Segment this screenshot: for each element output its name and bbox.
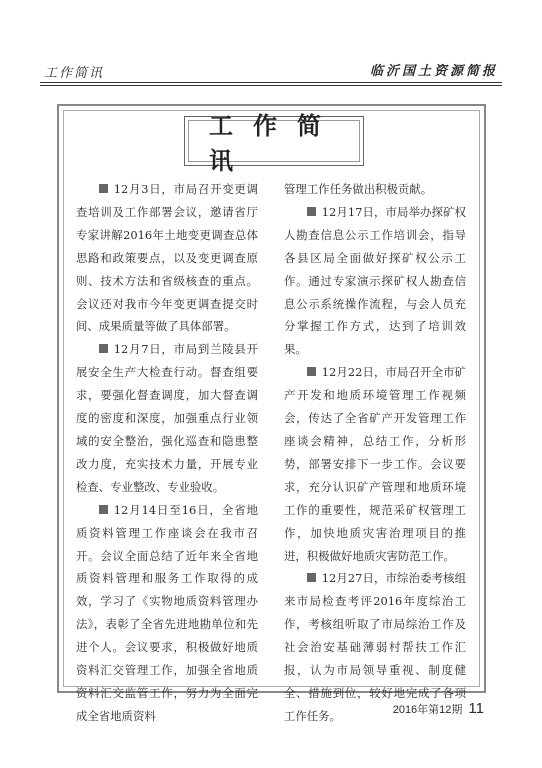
bullet-square-icon — [307, 573, 316, 582]
section-header: 工作简讯 — [44, 66, 105, 81]
header-rule-top — [40, 82, 502, 83]
column-right — [284, 178, 466, 728]
issue-label: 2016年第12期 — [392, 704, 463, 716]
title-box — [184, 111, 364, 175]
article-text: 12月22日，市局召开全市矿产开发和地质环境管理工作视频会，传达了全省矿产开发管理工作座谈会精神，总结工作，分析形势，部署安排下一步工作。会议要求，充分认识矿产管理和地质环境工作的重要性，规范采矿权管理工作，加快地质灾害治理项目的推进，积极做好地质灾害防范工作。 — [284, 365, 466, 563]
article-text: 12月27日，市综治委考核组来市局检查考评2016年度综治工作，考核组听取了市局综治工作及社会治安基础薄弱村帮扶工作汇报，认为市局领导重视、制度健全、措施到位，较好地完成了各项工作任务。 — [284, 571, 466, 723]
bullet-square-icon — [307, 207, 316, 216]
header-rule-bottom — [40, 85, 502, 86]
article-text: 12月14日至16日，全省地质资料管理工作座谈会在我市召开。会议全面总结了近年来全省地质资料管理和服务工作取得的成效，学习了《实物地质资料管理办法》，表彰了全省先进地勘单位和先进个人。会议要求，积极做好地质资料汇交管理工作，加强全省地质资料汇交监管工作，努力为全面完成全省地质资料 — [76, 502, 258, 723]
article-item — [284, 361, 466, 567]
article-item — [76, 338, 258, 498]
article-text: 12月3日，市局召开变更调查培训及工作部署会议，邀请省厅专家讲解2016年土地变更调查总体思路和政策要点，以及变更调查原则、技术方法和省级核查的重点。会议还对我市今年变更调查提交时间、成果质量等做了具体部署。 — [76, 182, 258, 334]
publication-name: 临沂国土资源简报 — [369, 64, 498, 79]
page-number: 11 — [468, 700, 484, 717]
article-item — [284, 201, 466, 361]
page-title: 工作简讯 — [209, 111, 341, 175]
article-text: 12月17日，市局举办探矿权人勘查信息公示工作培训会，指导各县区局全面做好探矿权公示工作。通过专家演示探矿权人勘查信息公示系统操作流程，与会人员充分掌握工作方式，达到了培训效果。 — [284, 204, 466, 357]
article-item — [76, 178, 258, 338]
article-text: 12月7日，市局到兰陵县开展安全生产大检查行动。督查组要求，要强化督查调度，加大督查调度的密度和深度，加强重点行业领域的安全整治，强化巡查和隐患整改力度，充实技术力量，开展专业检查、专业整改、专业验收。 — [76, 342, 258, 494]
article-item — [76, 499, 258, 728]
article-continuation: 管理工作任务做出积极贡献。 — [284, 182, 433, 196]
bullet-square-icon — [99, 344, 108, 353]
bullet-square-icon — [99, 184, 108, 193]
page-footer — [393, 700, 484, 717]
bullet-square-icon — [99, 505, 108, 514]
bullet-square-icon — [307, 367, 316, 376]
column-left — [76, 178, 258, 728]
